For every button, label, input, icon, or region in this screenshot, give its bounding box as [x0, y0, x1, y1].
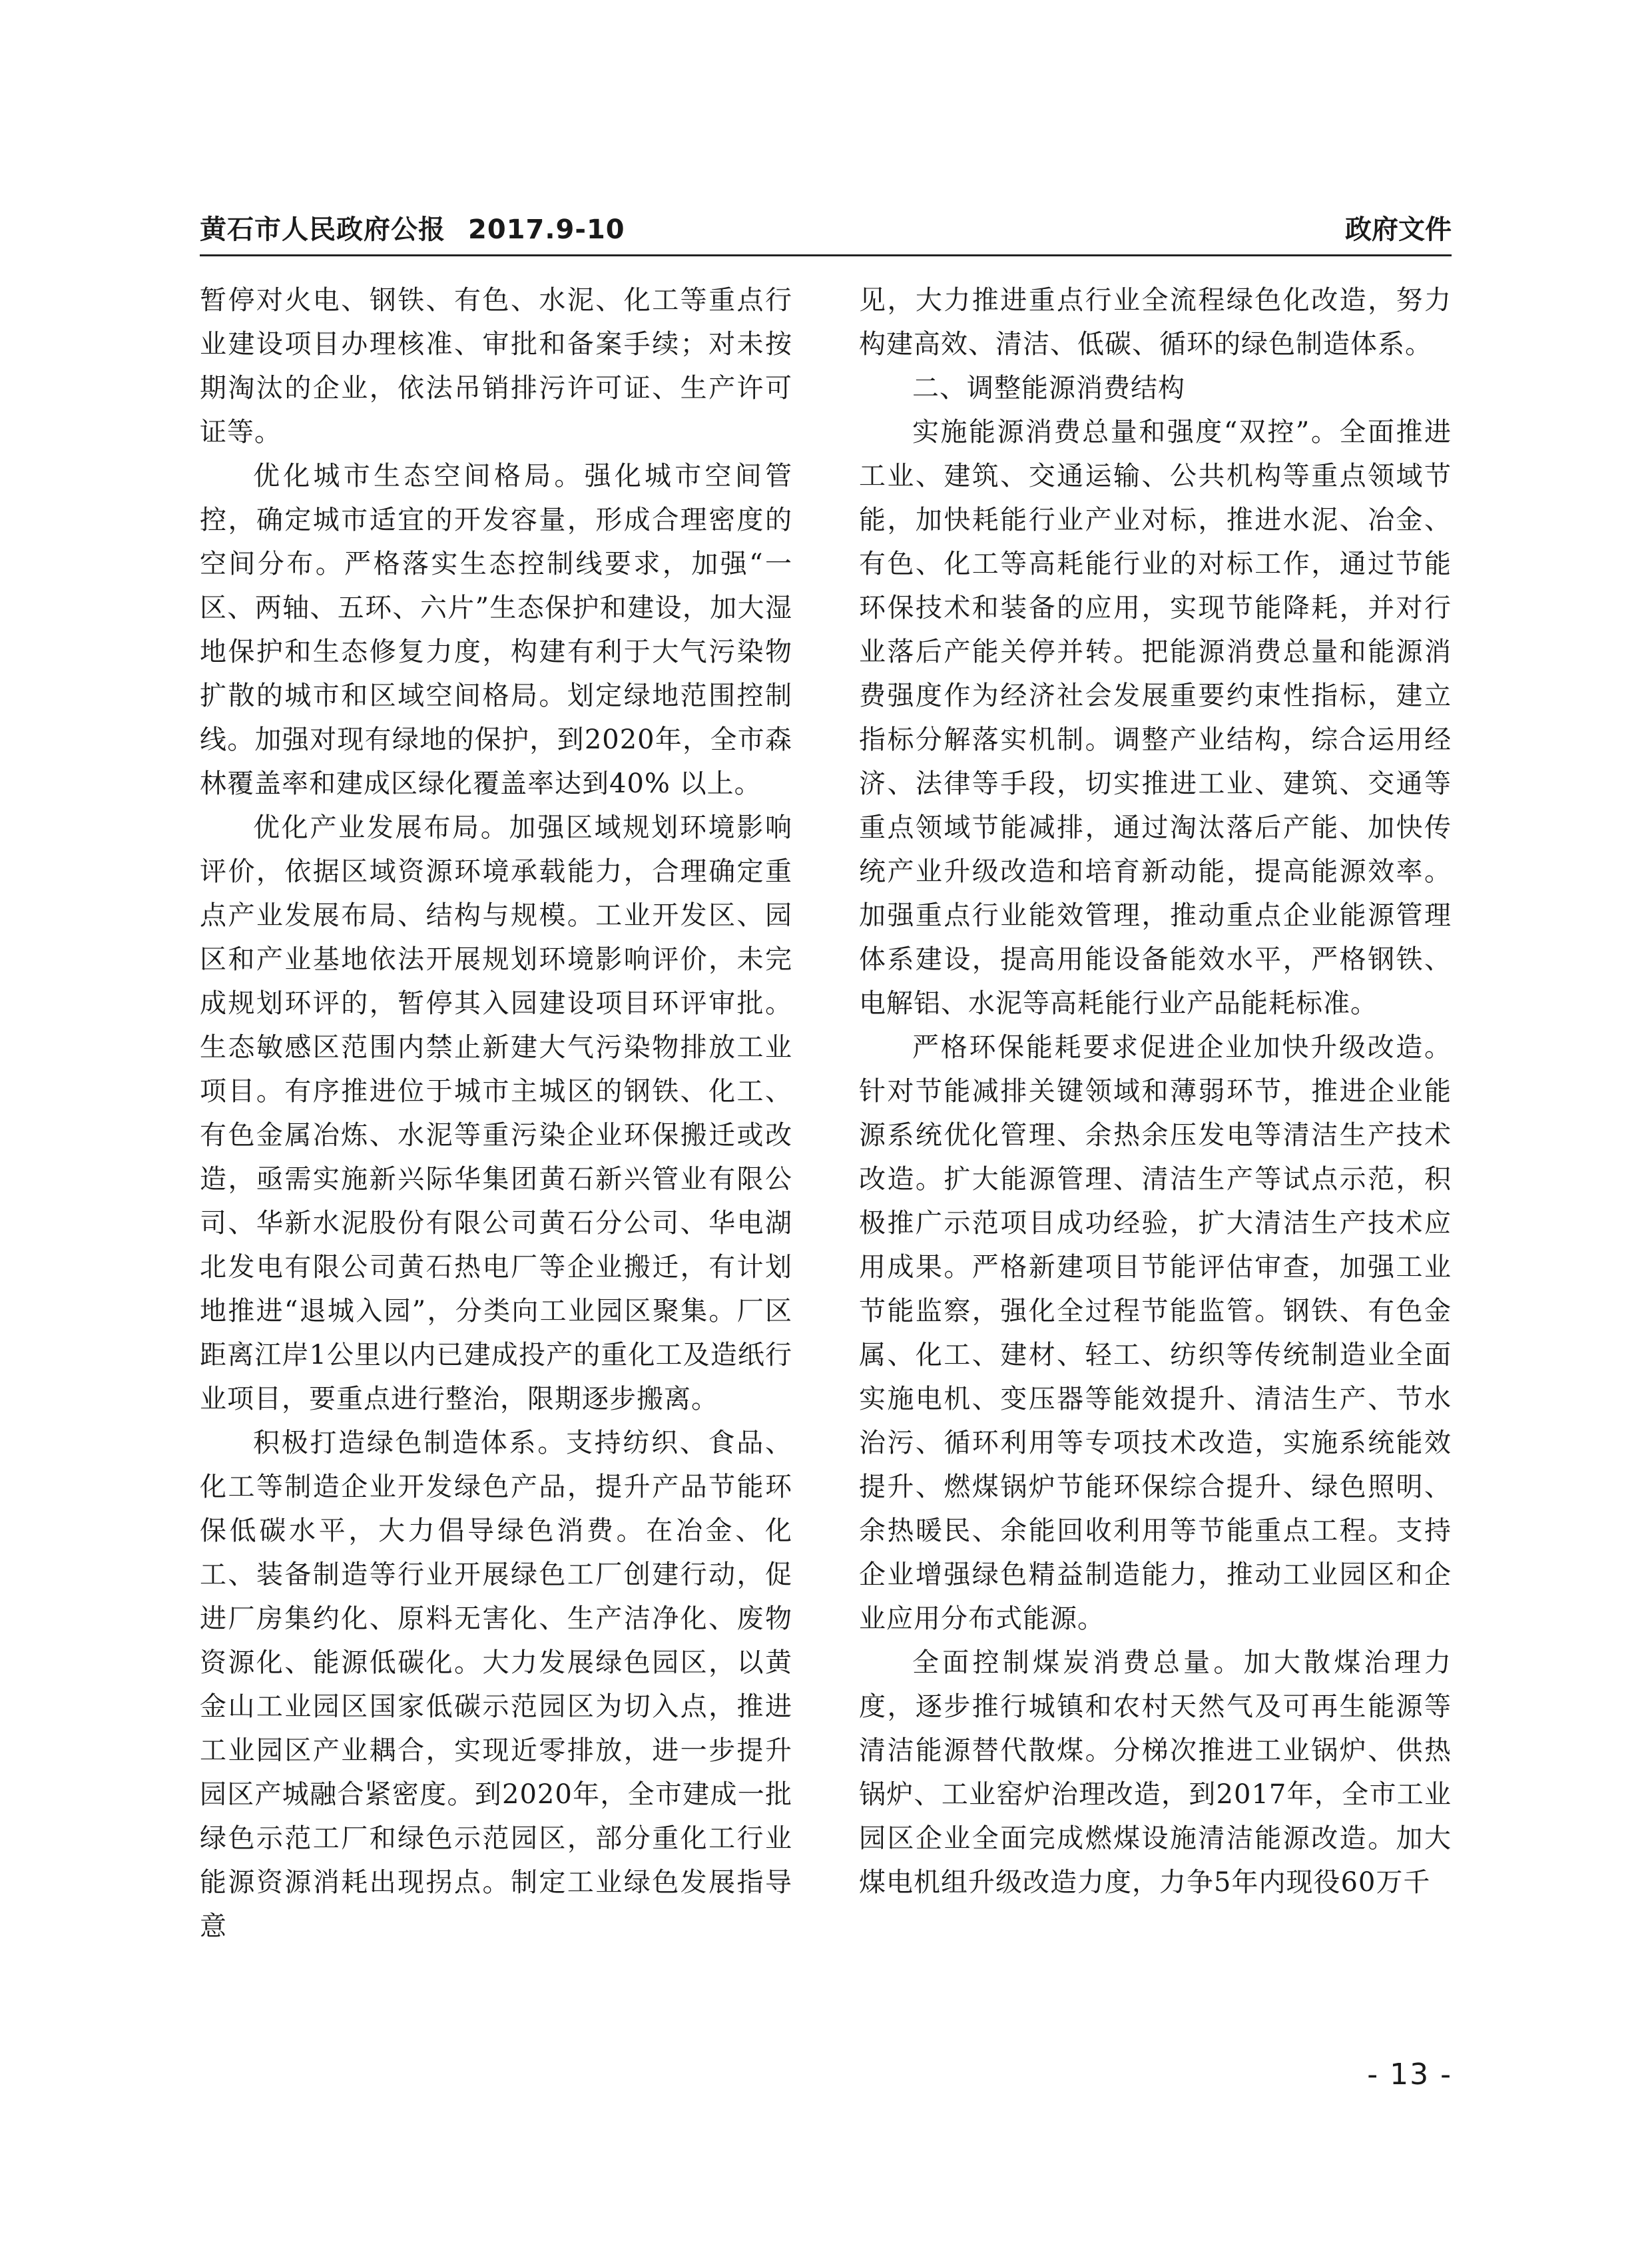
paragraph: 积极打造绿色制造体系。支持纺织、食品、化工等制造企业开发绿色产品，提升产品节能环保低碳水平，大力倡导绿色消费。在冶金、化工、装备制造等行业开展绿色工厂创建行动，促进厂房集约化、原料无害化、生产洁净化、废物资源化、能源低碳化。大力发展绿色园区，以黄金山工业园区国家低碳示范园区为切入点，推进工业园区产业耦合，实现近零排放，进一步提升园区产城融合紧密度。到2020年，全市建成一批绿色示范工厂和绿色示范园区，部分重化工行业能源资源消耗出现拐点。制定工业绿色发展指导意 — [200, 1428, 792, 1942]
page-header — [200, 212, 1452, 252]
section-heading: 二、调整能源消费结构 — [912, 373, 1185, 404]
header-publication-info — [200, 208, 625, 246]
paragraph: 优化城市生态空间格局。强化城市空间管控，确定城市适宜的开发容量，形成合理密度的空间分布。严格落实生态控制线要求，加强“一区、两轴、五环、六片”生态保护和建设，加大湿地保护和生态修复力度，构建有利于大气污染物扩散的城市和区域空间格局。划定绿地范围控制线。加强对现有绿地的保护，到2020年，全市森林覆盖率和建成区绿化覆盖率达到40% 以上。 — [200, 461, 792, 799]
paragraph: 实施能源消费总量和强度“双控”。全面推进工业、建筑、交通运输、公共机构等重点领域节能，加快耗能行业产业对标，推进水泥、冶金、有色、化工等高耗能行业的对标工作，通过节能环保技术和装备的应用，实现节能降耗，并对行业落后产能关停并转。把能源消费总量和能源消费强度作为经济社会发展重要约束性指标，建立指标分解落实机制。调整产业结构，综合运用经济、法律等手段，切实推进工业、建筑、交通等重点领域节能减排，通过淘汰落后产能、加快传统产业升级改造和培育新动能，提高能源效率。加强重点行业能效管理，推动重点企业能源管理体系建设，提高用能设备能效水平，严格钢铁、电解铝、水泥等高耗能行业产品能耗标准。 — [859, 417, 1452, 1019]
left-column — [200, 278, 792, 1948]
paragraph: 见，大力推进重点行业全流程绿色化改造，努力构建高效、清洁、低碳、循环的绿色制造体系。 — [859, 285, 1452, 360]
issue-number: 2017.9-10 — [468, 214, 625, 245]
paragraph: 全面控制煤炭消费总量。加大散煤治理力度，逐步推行城镇和农村天然气及可再生能源等清洁能源替代散煤。分梯次推进工业锅炉、供热锅炉、工业窑炉治理改造，到2017年，全市工业园区企业全面完成燃煤设施清洁能源改造。加大煤电机组升级改造力度，力争5年内现役60万千 — [859, 1647, 1452, 1898]
paragraph: 优化产业发展布局。加强区域规划环境影响评价，依据区域资源环境承载能力，合理确定重点产业发展布局、结构与规模。工业开发区、园区和产业基地依法开展规划环境影响评价，未完成规划环评的，暂停其入园建设项目环评审批。生态敏感区范围内禁止新建大气污染物排放工业项目。有序推进位于城市主城区的钢铁、化工、有色金属冶炼、水泥等重污染企业环保搬迁或改造，亟需实施新兴际华集团黄石新兴管业有限公司、华新水泥股份有限公司黄石分公司、华电湖北发电有限公司黄石热电厂等企业搬迁，有计划地推进“退城入园”，分类向工业园区聚集。厂区距离江岸1公里以内已建成投产的重化工及造纸行业项目，要重点进行整治，限期逐步搬离。 — [200, 812, 792, 1414]
paragraph: 暂停对火电、钢铁、有色、水泥、化工等重点行业建设项目办理核准、审批和备案手续；对未按期淘汰的企业，依法吊销排污许可证、生产许可证等。 — [200, 285, 792, 447]
publication-title: 黄石市人民政府公报 — [200, 214, 445, 245]
paragraph: 严格环保能耗要求促进企业加快升级改造。针对节能减排关键领域和薄弱环节，推进企业能源系统优化管理、余热余压发电等清洁生产技术改造。扩大能源管理、清洁生产等试点示范，积极推广示范项目成功经验，扩大清洁生产技术应用成果。严格新建项目节能评估审查，加强工业节能监察，强化全过程节能监管。钢铁、有色金属、化工、建材、轻工、纺织等传统制造业全面实施电机、变压器等能效提升、清洁生产、节水治污、循环利用等专项技术改造，实施系统能效提升、燃煤锅炉节能环保综合提升、绿色照明、余热暖民、余能回收利用等节能重点工程。支持企业增强绿色精益制造能力，推动工业园区和企业应用分布式能源。 — [859, 1032, 1452, 1634]
header-divider — [200, 254, 1452, 256]
right-column — [859, 278, 1452, 1904]
page-number: - 13 - — [1367, 2058, 1452, 2092]
section-title: 政府文件 — [1345, 214, 1452, 245]
